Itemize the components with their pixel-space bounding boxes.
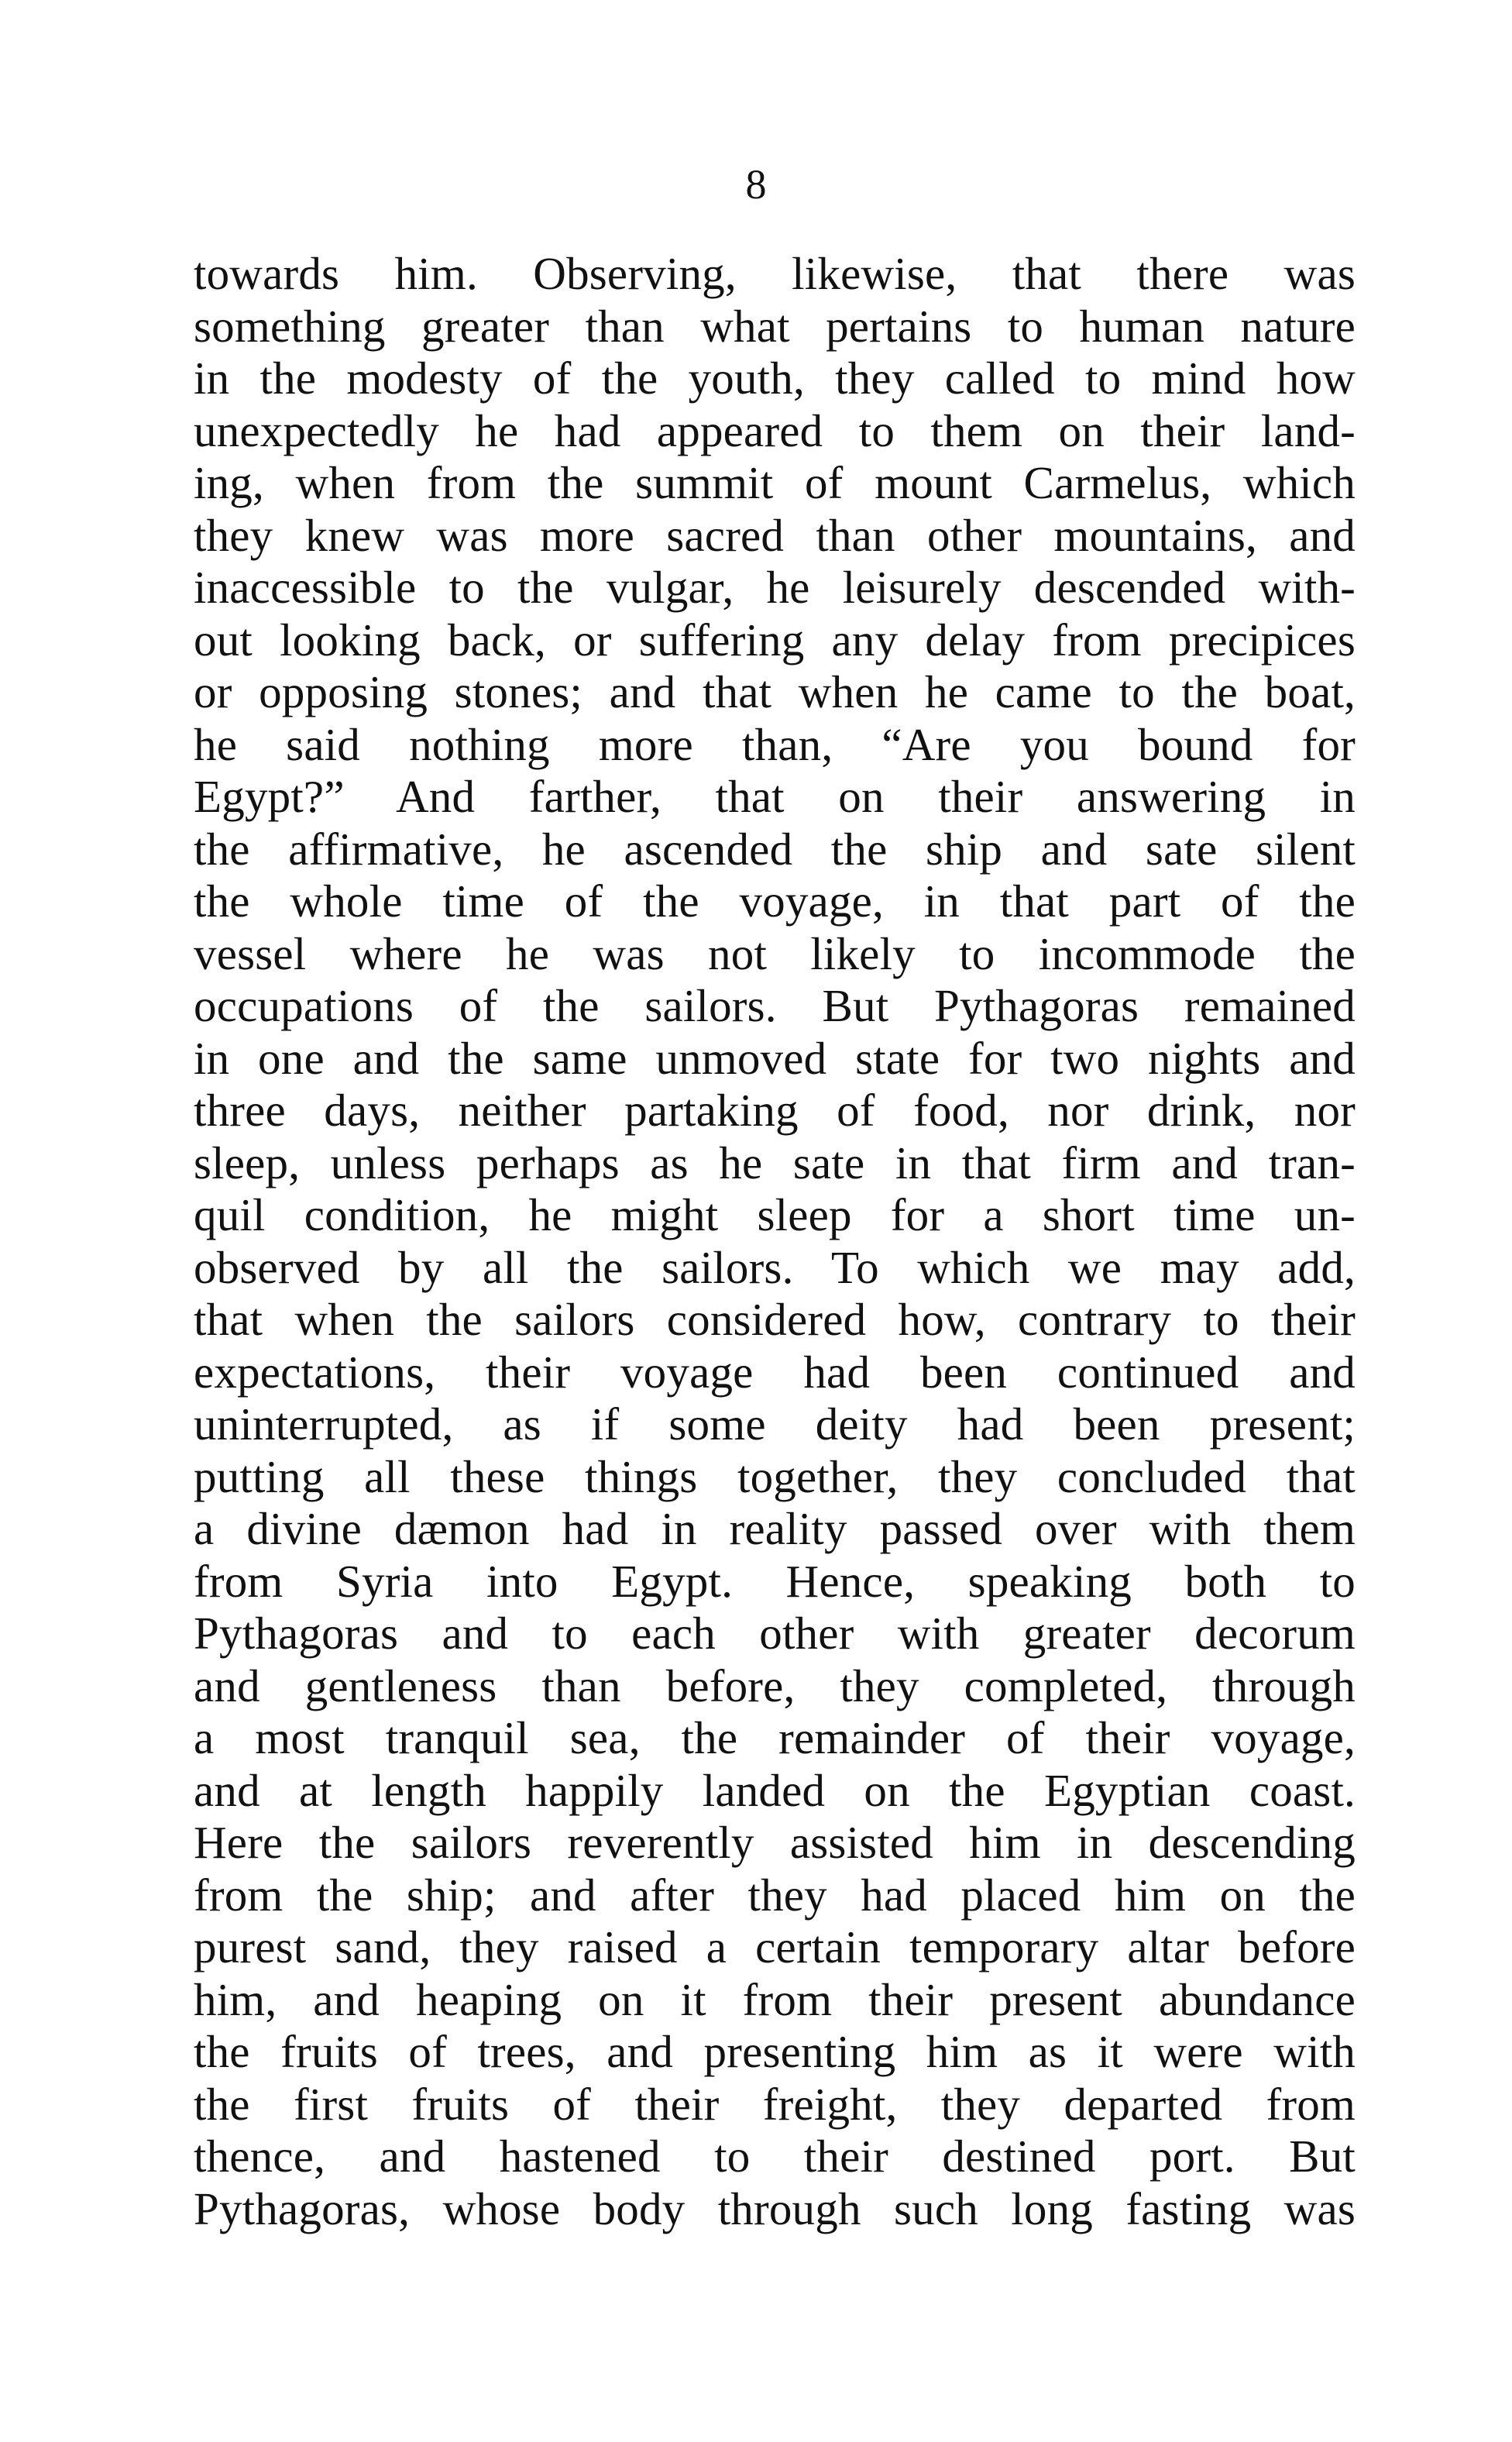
page-body <box>194 248 1356 2235</box>
text-line: thence, and hastened to their destined port. But <box>194 2131 1356 2182</box>
text-line: or opposing stones; and that when he came to the boat, <box>194 666 1356 717</box>
text-line: in the modesty of the youth, they called to mind how <box>194 353 1356 404</box>
text-line: unexpectedly he had appeared to them on their land- <box>194 404 1356 456</box>
text-line: that when the sailors considered how, contrary to their <box>194 1294 1356 1345</box>
text-line: inaccessible to the vulgar, he leisurely descended with- <box>194 562 1356 613</box>
text-line: Here the sailors reverently assisted him in descending <box>194 1817 1356 1868</box>
text-line: a most tranquil sea, the remainder of their voyage, <box>194 1712 1356 1763</box>
page-number: 8 <box>745 161 767 208</box>
text-line: sleep, unless perhaps as he sate in that firm and tran- <box>194 1137 1356 1188</box>
text-line: uninterrupted, as if some deity had been present; <box>194 1398 1356 1450</box>
text-line: putting all these things together, they concluded that <box>194 1450 1356 1502</box>
text-line: observed by all the sailors. To which we may add, <box>194 1241 1356 1293</box>
text-line: in one and the same unmoved state for two nights and <box>194 1032 1356 1084</box>
text-line: three days, neither partaking of food, nor drink, nor <box>194 1085 1356 1136</box>
text-line: the fruits of trees, and presenting him as it were with <box>194 2026 1356 2077</box>
text-line: the whole time of the voyage, in that part of the <box>194 875 1356 927</box>
text-line: and at length happily landed on the Egyptian coast. <box>194 1764 1356 1816</box>
text-line: out looking back, or suffering any delay from precipices <box>194 614 1356 666</box>
text-line: the first fruits of their freight, they departed from <box>194 2078 1356 2130</box>
text-line: from the ship; and after they had placed him on the <box>194 1869 1356 1921</box>
text-line: and gentleness than before, they completed, through <box>194 1660 1356 1711</box>
text-line: they knew was more sacred than other mountains, and <box>194 509 1356 561</box>
text-line: Pythagoras, whose body through such long fasting was <box>194 2182 1356 2234</box>
text-line: ing, when from the summit of mount Carmelus, which <box>194 457 1356 508</box>
text-line: a divine dæmon had in reality passed over with them <box>194 1503 1356 1554</box>
text-line: Egypt?” And farther, that on their answering in <box>194 771 1356 822</box>
text-line: from Syria into Egypt. Hence, speaking both to <box>194 1555 1356 1607</box>
text-line: the affirmative, he ascended the ship and sate silent <box>194 823 1356 875</box>
text-line: expectations, their voyage had been continued and <box>194 1346 1356 1398</box>
text-line: he said nothing more than, “Are you bound for <box>194 718 1356 770</box>
text-line: purest sand, they raised a certain temporary altar before <box>194 1921 1356 1973</box>
text-line: towards him. Observing, likewise, that there was <box>194 248 1356 299</box>
text-line: Pythagoras and to each other with greater decorum <box>194 1608 1356 1659</box>
text-line: vessel where he was not likely to incommode the <box>194 927 1356 979</box>
text-line: something greater than what pertains to human nature <box>194 300 1356 352</box>
text-line: quil condition, he might sleep for a short time un- <box>194 1189 1356 1240</box>
text-line: him, and heaping on it from their present abundance <box>194 1973 1356 2025</box>
text-line: occupations of the sailors. But Pythagoras remained <box>194 980 1356 1031</box>
